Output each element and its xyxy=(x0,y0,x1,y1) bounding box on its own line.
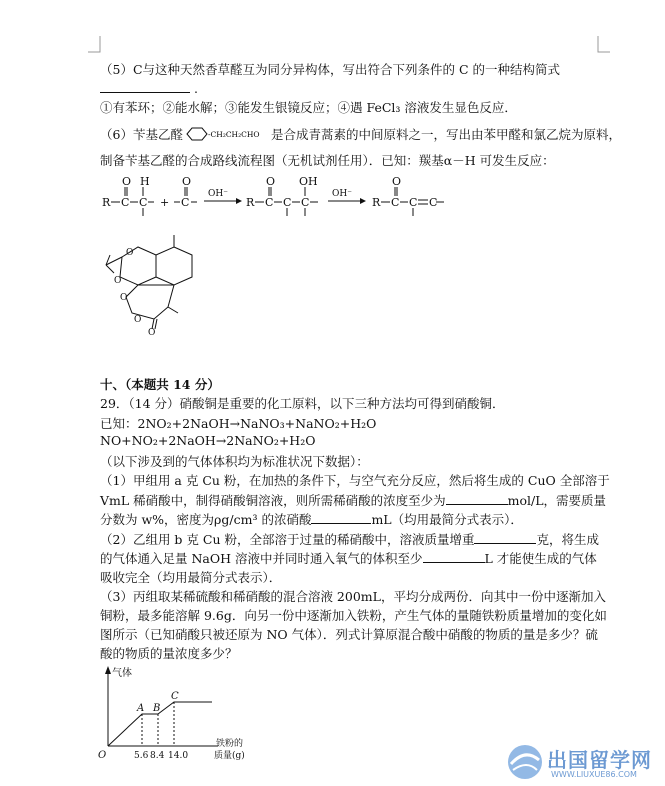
final-r: R xyxy=(372,196,381,209)
x-tick-5.6: 5.6 xyxy=(134,751,149,761)
carbonyl-oxygen: O xyxy=(148,328,156,335)
part3-line4: 酸的物质的量浓度多少？ xyxy=(100,646,238,661)
part1-line3 xyxy=(100,510,523,528)
q6-prefix: （6）苄基乙醛 xyxy=(100,127,183,142)
svg-text:C: C xyxy=(391,196,400,209)
known-equation-1: 已知：2NO₂+2NaOH→NaNO₃+NaNO₂+H₂O xyxy=(100,416,377,431)
svg-text:C: C xyxy=(429,196,438,209)
substituent-label: -CH₂CH₂CHO xyxy=(207,130,260,139)
answer-blank-concentration xyxy=(446,492,508,505)
part2-line2-text: 的气体通入足量 NaOH 溶液中并同时通入氧气的体积至少 xyxy=(100,551,423,566)
part1-line3-suffix: mL（均用最简分式表示）． xyxy=(371,512,523,527)
point-c-label: C xyxy=(171,691,179,702)
gas-vs-iron-graph xyxy=(90,662,260,786)
section10-title: 十、（本题共 14 分） xyxy=(100,377,220,392)
ring-oxygen-1: O xyxy=(126,248,134,258)
x-tick-14.0: 14.0 xyxy=(168,751,189,761)
q6-line2: 制备苄基乙醛的合成路线流程图（无机试剂任用）．已知：羰基α－H 可发生反应： xyxy=(100,153,555,168)
point-a-label: A xyxy=(137,703,145,714)
x-axis-label-2: 质量(g) xyxy=(214,751,245,761)
q5-conditions: ①有苯环；②能水解；③能发生银镜反应；④遇 FeCl₃ 溶液发生显色反应． xyxy=(100,100,517,115)
known-equation-2: NO+NO₂+2NaOH→2NaNO₂+H₂O xyxy=(100,433,316,448)
part1-line1: （1）甲组用 a 克 Cu 粉，在加热的条件下，与空气充分反应，然后将生成的 CuO 全部溶于 xyxy=(100,473,610,488)
part2-line2 xyxy=(100,549,597,567)
svg-text:C: C xyxy=(301,196,310,209)
alpha-h: H xyxy=(140,175,150,188)
svg-text:O: O xyxy=(392,175,402,188)
x-tick-8.4: 8.4 xyxy=(150,751,165,761)
svg-text:O: O xyxy=(122,175,132,188)
watermark-url: WWW.LIUXUE86.COM xyxy=(551,770,637,779)
reactant-r: R xyxy=(102,196,111,209)
part1-line2-unit: mol/L，需要质量 xyxy=(507,493,607,508)
part2-line1-text: （2）乙组用 b 克 Cu 粉，全部溶于过量的稀硝酸中，溶液质量增重 xyxy=(100,532,475,547)
ring-oxygen-3: O xyxy=(120,293,128,303)
y-axis-label: 气体 xyxy=(112,668,132,679)
svg-text:C: C xyxy=(121,196,130,209)
part2-line2-suffix: L 才能使生成的气体 xyxy=(484,551,597,566)
svg-text:C: C xyxy=(283,196,292,209)
svg-text:C: C xyxy=(409,196,418,209)
part1-line2 xyxy=(100,491,606,509)
answer-blank-mass-gain xyxy=(474,531,536,544)
volume-note: （以下涉及到的气体体积均为标准状况下数据）： xyxy=(100,454,369,469)
svg-text:O: O xyxy=(266,175,276,188)
part2-line1-suffix: 克，将生成 xyxy=(536,532,599,547)
part2-line3: 吸收完全（均用最简分式表示）． xyxy=(100,570,282,585)
q5-line1: （5）C与这种天然香草醛互为同分异构体，写出符合下列条件的 C 的一种结构简式 xyxy=(100,62,561,77)
svg-text:C: C xyxy=(265,196,274,209)
svg-text:C: C xyxy=(181,196,190,209)
q29-intro: 29．（14 分）硝酸铜是重要的化工原料，以下三种方法均可得到硝酸铜． xyxy=(100,396,505,411)
part1-line2-text: VmL 稀硝酸中，制得硝酸铜溶液，则所需稀硝酸的浓度至少为 xyxy=(100,493,446,508)
origin-label: O xyxy=(98,750,107,761)
part3-line3: 图所示（已知硝酸只被还原为 NO 气体）．列式计算原混合酸中硝酸的物质的量是多少？硫 xyxy=(100,627,598,642)
q5-answer-blank: . xyxy=(100,80,198,96)
q6-suffix: 是合成青蒿素的中间原料之一，写出由苯甲醛和氯乙烷为原料， xyxy=(270,127,621,142)
aldol-reaction-scheme xyxy=(96,172,566,222)
site-watermark xyxy=(505,740,665,786)
page-corner-marks xyxy=(0,0,665,60)
catalyst-oh-1: OH⁻ xyxy=(208,189,228,199)
answer-blank-volume xyxy=(311,511,371,524)
hydroxyl-label: OH xyxy=(299,175,318,188)
answer-blank-oxygen-volume xyxy=(423,550,485,563)
part3-line2: 铜粉，最多能溶解 9.6g．向另一份中逐渐加入铁粉，产生气体的量随铁粉质量增加的变化如 xyxy=(100,608,607,623)
watermark-name: 出国留学网 xyxy=(547,748,652,772)
globe-logo-icon xyxy=(505,742,545,782)
artemisinin-structure xyxy=(96,225,226,335)
benzyl-acetaldehyde-structure xyxy=(183,126,271,142)
catalyst-oh-2: OH⁻ xyxy=(332,189,352,199)
ring-oxygen-2: O xyxy=(114,276,122,286)
product-r: R xyxy=(246,196,255,209)
q6-line1 xyxy=(100,125,621,143)
part3-line1: （3）丙组取某稀硫酸和稀硝酸的混合溶液 200mL，平均分成两份．向其中一份中逐渐加入 xyxy=(100,589,606,604)
part1-line3-text: 分数为 w%，密度为ρg/cm³ 的浓硝酸 xyxy=(100,512,312,527)
svg-text:C: C xyxy=(139,196,148,209)
part2-line1 xyxy=(100,530,599,548)
point-b-label: B xyxy=(153,703,161,714)
ring-oxygen-4: O xyxy=(134,315,142,325)
x-axis-label-1: 铁粉的 xyxy=(216,739,244,749)
plus-sign: + xyxy=(160,196,170,209)
svg-text:O: O xyxy=(182,175,192,188)
